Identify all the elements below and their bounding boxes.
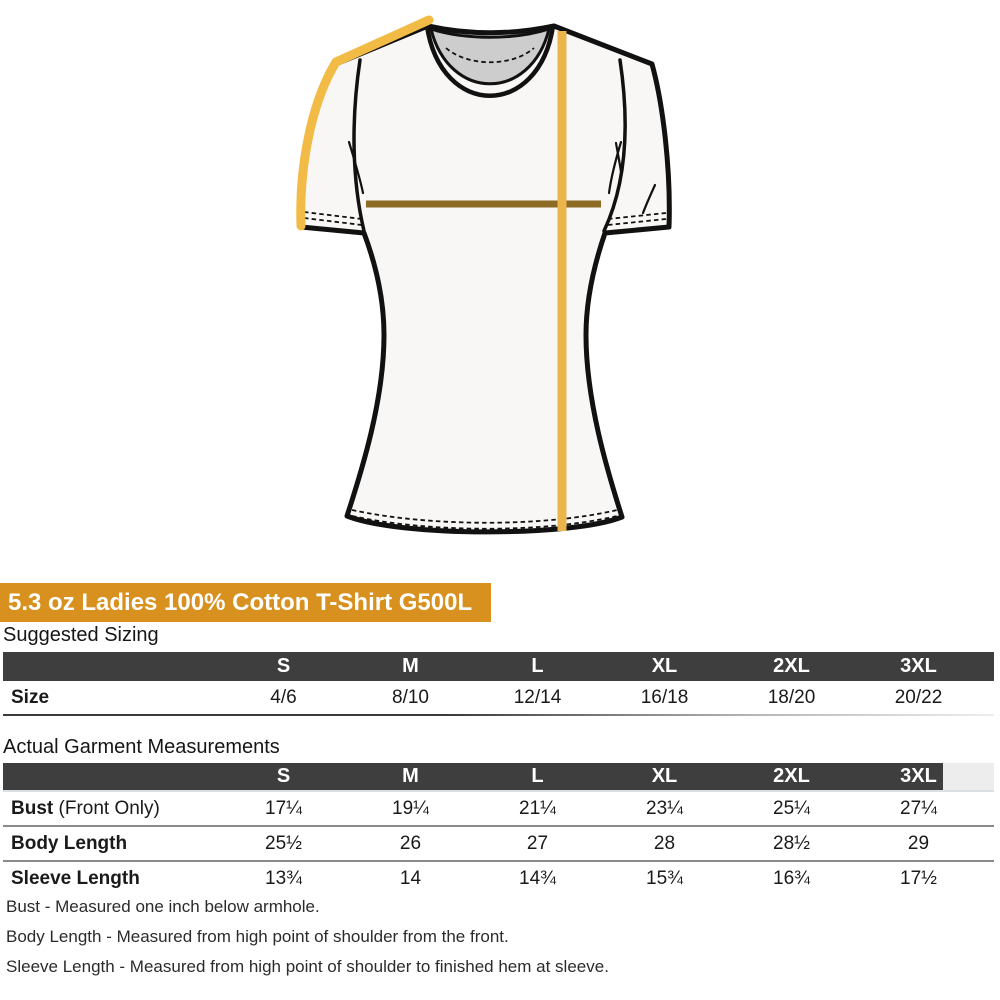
bust-row [3,792,994,827]
row-label [3,833,220,855]
body-length-row [3,827,994,862]
size-value: 12/14 [513,686,562,708]
size-row [3,681,994,714]
size-column-header: M [402,655,419,677]
measurement-value: 13¾ [265,867,302,889]
suggested-sizing-table [3,652,994,714]
size-value: 8/10 [392,686,429,708]
measurement-value: 29 [907,832,930,854]
measurement-value: 14 [399,867,422,889]
size-column-header: XL [651,655,678,677]
row-label [3,868,220,890]
measurement-value: 25¼ [773,797,810,819]
table-bottom-rule [3,714,994,716]
note-bust: Bust - Measured one inch below armhole. [6,897,320,916]
size-column-header: 2XL [773,655,810,677]
measurement-value: 28½ [773,832,810,854]
size-column-header: M [402,765,419,787]
size-column-header: 3XL [900,765,937,787]
measurement-notes [6,892,609,982]
row-label [3,798,220,820]
measurement-value: 28 [653,832,676,854]
measurement-value: 19¼ [392,797,429,819]
sleeve-length-row [3,862,994,895]
size-column-header: L [531,765,544,787]
measurement-value: 25½ [265,832,302,854]
size-value: 16/18 [640,686,689,708]
size-value: 20/22 [894,686,943,708]
row-label-main: Sleeve Length [11,867,140,889]
size-column-header: S [276,765,291,787]
measurement-value: 27 [526,832,549,854]
size-column-header: XL [651,765,678,787]
measurement-value: 16¾ [773,867,810,889]
size-column-header: 3XL [900,655,937,677]
measurement-value: 27¼ [900,797,937,819]
garment-measurements-table [3,763,994,895]
row-label-suffix: (Front Only) [53,797,160,819]
measurement-value: 23¼ [646,797,683,819]
measurement-value: 14¾ [519,867,556,889]
size-value: 4/6 [270,686,297,708]
size-column-header: 2XL [773,765,810,787]
size-column-header: L [531,655,544,677]
table-header-row [3,652,994,681]
suggested-sizing-title: Suggested Sizing [3,624,159,646]
measurement-value: 17½ [900,867,937,889]
measurement-value: 15¾ [646,867,683,889]
measurement-value: 17¼ [265,797,302,819]
row-label-main: Body Length [11,832,128,854]
row-label-main: Bust [11,797,54,819]
size-column-header: S [276,655,291,677]
product-title-banner: 5.3 oz Ladies 100% Cotton T-Shirt G500L [0,583,491,622]
row-label: Size [11,686,50,708]
note-sleeve-length: Sleeve Length - Measured from high point of shoulder to finished hem at sleeve. [6,957,609,976]
measurement-value: 26 [399,832,422,854]
measurement-value: 21¼ [519,797,556,819]
note-body-length: Body Length - Measured from high point of shoulder from the front. [6,927,509,946]
garment-measurements-title: Actual Garment Measurements [3,736,280,758]
size-value: 18/20 [767,686,816,708]
table-header-row [3,763,994,792]
